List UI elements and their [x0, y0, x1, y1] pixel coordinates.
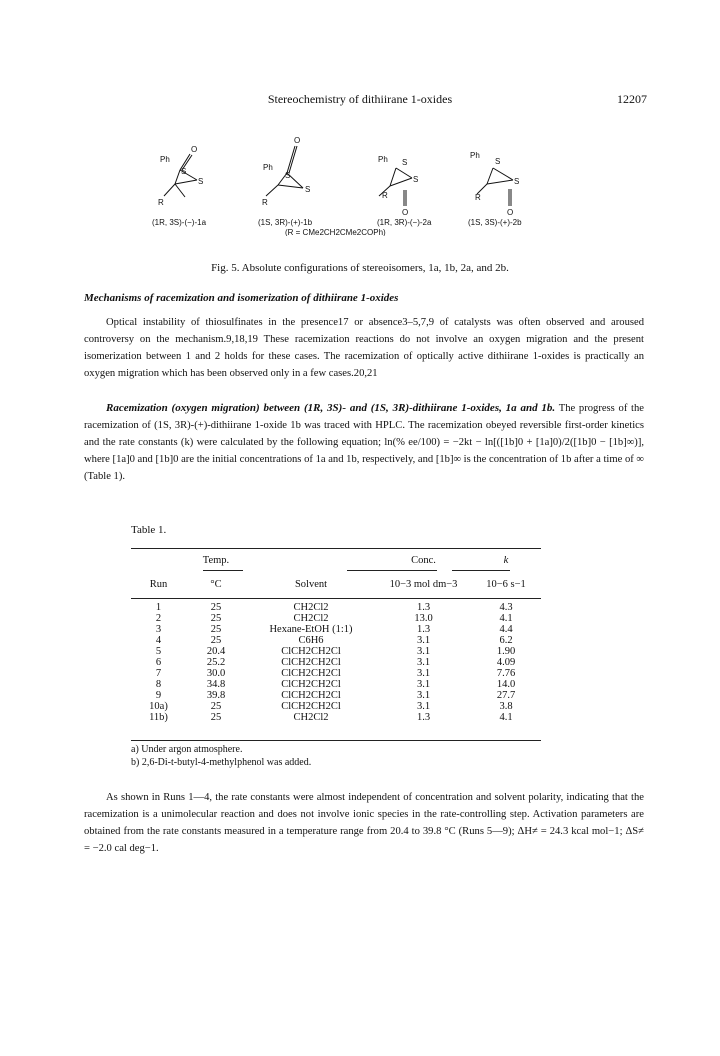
atom-label: O [507, 208, 514, 217]
table-cell-conc: 1.3 [416, 602, 431, 613]
compound-label: (1S, 3R)-(+)-1b [258, 218, 313, 227]
compound-label: (1R, 3R)-(−)-2a [377, 218, 432, 227]
table-cell-solvent: CH2Cl2 [293, 613, 329, 624]
bond [390, 178, 412, 186]
atom-label: Ph [470, 151, 480, 160]
atom-label: S [413, 175, 419, 184]
bond [396, 168, 412, 178]
bond [390, 168, 396, 186]
table-cell-run: 1 [155, 602, 162, 613]
running-header-title: Stereochemistry of dithiirane 1-oxides [267, 92, 453, 106]
table-cell-conc: 13.0 [414, 613, 433, 624]
table-cell-conc: 3.1 [416, 679, 431, 690]
table-cell-k: 27.7 [496, 690, 516, 701]
table-cell-temp: 34.8 [206, 679, 226, 690]
table-row [131, 624, 541, 635]
table-row [131, 635, 541, 646]
table-cell-solvent: CH2Cl2 [293, 602, 329, 613]
bond [278, 185, 303, 188]
group-header-temp: Temp. [202, 554, 230, 566]
table-footnote: b) 2,6-Di-t-butyl-4-methylphenol was added. [131, 757, 312, 768]
bond [175, 170, 180, 184]
table-bottom-rule [131, 740, 541, 741]
table-cell-k: 4.3 [499, 602, 513, 613]
table-cell-solvent: C6H6 [298, 635, 324, 646]
atom-label: R [158, 198, 164, 207]
table-group-header-row [131, 550, 541, 570]
table-row [131, 598, 541, 613]
atom-label: S [514, 177, 520, 186]
col-header-conc-unit: 10−3 mol dm−3 [389, 578, 458, 590]
atom-label: S [285, 171, 291, 180]
table-cell-conc: 3.1 [416, 668, 431, 679]
table-cell-temp: 25 [210, 624, 222, 635]
table-cell-temp: 25 [210, 635, 222, 646]
body-paragraph: The progress of the racemization of (1S, 3R)-(+)-dithiirane 1-oxide 1b was traced with HPLC. The racemization obeyed reversible first-order kinetics and the rate constants (k) were calculated by the following equation; ln(% ee/100) = −2kt − ln[([1b]0 + [1a]0)/2([1b]0 − [1b]∞)], where [1a]0 and [1b]0 are the initial concentrations of 1a and 1b, respectively, and [1b]∞ is the concentration of 1b after a time of ∞ (Table 1). [84, 403, 645, 482]
table-cell-solvent: ClCH2CH2Cl [281, 668, 341, 679]
table-row [131, 690, 541, 701]
atom-label: S [402, 158, 408, 167]
table-cell-temp: 20.4 [206, 646, 226, 657]
body-paragraph: As shown in Runs 1—4, the rate constants were almost independent of concentration and solvent polarity, indicating that the racemization is a unimolecular reaction and does not involve ionic species in the rate-controlling step. Activation parameters are obtained from the rate constants measured in a temperature range from 20.4 to 39.8 °C (Runs 5—9); ΔH≠ = 24.3 kcal mol−1; ΔS≠ = −2.0 cal deg−1. [84, 792, 644, 854]
table-cell-run: 6 [155, 657, 162, 668]
col-header-temp-unit: °C [210, 578, 222, 590]
atom-label: O [191, 145, 198, 154]
table-cell-run: 5 [155, 646, 162, 657]
table-cell-conc: 1.3 [416, 624, 431, 635]
table-cell-run: 8 [155, 679, 162, 690]
table-cell-temp: 25 [210, 712, 222, 723]
table-cell-k: 4.1 [499, 613, 513, 624]
bond [287, 146, 295, 173]
table-row [131, 668, 541, 679]
table-row [131, 613, 541, 624]
table-cell-solvent: ClCH2CH2Cl [281, 701, 341, 712]
page-number: 12207 [617, 92, 647, 106]
table-cell-temp: 25 [210, 701, 222, 712]
table-cell-run: 10a) [149, 701, 168, 712]
atom-label: Ph [160, 155, 170, 164]
atom-label: S [181, 167, 187, 176]
r-definition: (R = CMe2CH2CMe2COPh) [285, 228, 386, 236]
table-cell-run: 7 [155, 668, 162, 679]
table-cell-run: 11b) [149, 712, 168, 723]
section-block [84, 400, 644, 485]
table-row [131, 679, 541, 690]
table-cell-temp: 39.8 [206, 690, 226, 701]
group-header-k: k [503, 554, 509, 566]
atom-label: Ph [263, 163, 273, 172]
table-cell-solvent: Hexane-EtOH (1:1) [269, 624, 353, 635]
table-cell-temp: 30.0 [206, 668, 226, 679]
col-header-solvent: Solvent [294, 578, 328, 590]
col-header-k-unit: 10−6 s−1 [486, 578, 526, 590]
table-row [131, 646, 541, 657]
table-row [131, 701, 541, 712]
table-cell-conc: 3.1 [416, 635, 431, 646]
atom-label: O [402, 208, 409, 217]
bond [493, 168, 513, 180]
bond [175, 184, 185, 197]
col-header-run: Run [149, 578, 168, 590]
table-cell-solvent: ClCH2CH2Cl [281, 679, 341, 690]
group-header-conc: Conc. [411, 554, 436, 566]
table-row [131, 657, 541, 668]
bond [164, 184, 175, 196]
table-cell-k: 7.76 [496, 668, 516, 679]
atom-label: S [305, 185, 311, 194]
table-cell-k: 4.4 [499, 624, 513, 635]
stereoisomer-structures [150, 132, 570, 236]
figure-caption: Fig. 5. Absolute configurations of stereoisomers, 1a, 1b, 2a, and 2b. [211, 262, 509, 274]
table-cell-conc: 3.1 [416, 657, 431, 668]
table-cell-k: 6.2 [499, 635, 513, 646]
table-cell-run: 2 [155, 613, 162, 624]
rate-constant-table [131, 550, 541, 723]
table-cell-solvent: CH2Cl2 [293, 712, 329, 723]
table-cell-solvent: ClCH2CH2Cl [281, 646, 341, 657]
atom-label: O [294, 136, 301, 145]
table-cell-k: 14.0 [496, 679, 516, 690]
table-header-row [131, 570, 541, 598]
section-heading: Racemization (oxygen migration) between (1R, 3S)- and (1S, 3R)-dithiirane 1-oxides, 1a and 1b. [106, 402, 556, 414]
table-cell-solvent: ClCH2CH2Cl [281, 690, 341, 701]
atom-label: R [382, 191, 388, 200]
atom-label: S [495, 157, 501, 166]
table-top-rule [131, 548, 541, 549]
table-cell-conc: 3.1 [416, 690, 431, 701]
table-cell-conc: 1.3 [416, 712, 431, 723]
compound-label: (1R, 3S)-(−)-1a [152, 218, 207, 227]
table-cell-conc: 3.1 [416, 646, 431, 657]
bond [289, 146, 297, 173]
table-cell-k: 3.8 [499, 701, 513, 712]
bond [487, 168, 493, 184]
atom-label: S [198, 177, 204, 186]
table-cell-temp: 25 [210, 602, 222, 613]
table-cell-conc: 3.1 [416, 701, 431, 712]
table-footnote: a) Under argon atmosphere. [131, 744, 243, 755]
table-body [131, 598, 541, 723]
table-cell-temp: 25.2 [206, 657, 226, 668]
atom-label: Ph [378, 155, 388, 164]
table-row [131, 712, 541, 723]
bond [487, 180, 513, 184]
bond [175, 180, 197, 184]
bond [266, 185, 278, 196]
atom-label: R [475, 193, 481, 202]
table-cell-run: 4 [155, 635, 162, 646]
table-cell-k: 1.90 [496, 646, 516, 657]
table-cell-run: 3 [155, 624, 162, 635]
body-paragraph: Optical instability of thiosulfinates in the presence17 or absence3–5,7,9 of catalysts was often observed and aroused controversy on the mechanism.9,18,19 These racemization reactions do not involve an oxygen migration and the present isomerization between 1 and 2 holds for these cases. The racemization of optically active dithiirane 1-oxides is practically an oxygen migration which has been observed only in a few cases.20,21 [84, 317, 644, 379]
table-cell-k: 4.09 [496, 657, 516, 668]
table-caption: Table 1. [131, 524, 167, 536]
table-cell-run: 9 [155, 690, 162, 701]
table-cell-temp: 25 [210, 613, 222, 624]
atom-label: R [262, 198, 268, 207]
compound-label: (1S, 3S)-(+)-2b [468, 218, 522, 227]
table-cell-solvent: ClCH2CH2Cl [281, 657, 341, 668]
table-cell-k: 4.1 [499, 712, 513, 723]
section-heading: Mechanisms of racemization and isomerization of dithiirane 1-oxides [84, 292, 399, 304]
